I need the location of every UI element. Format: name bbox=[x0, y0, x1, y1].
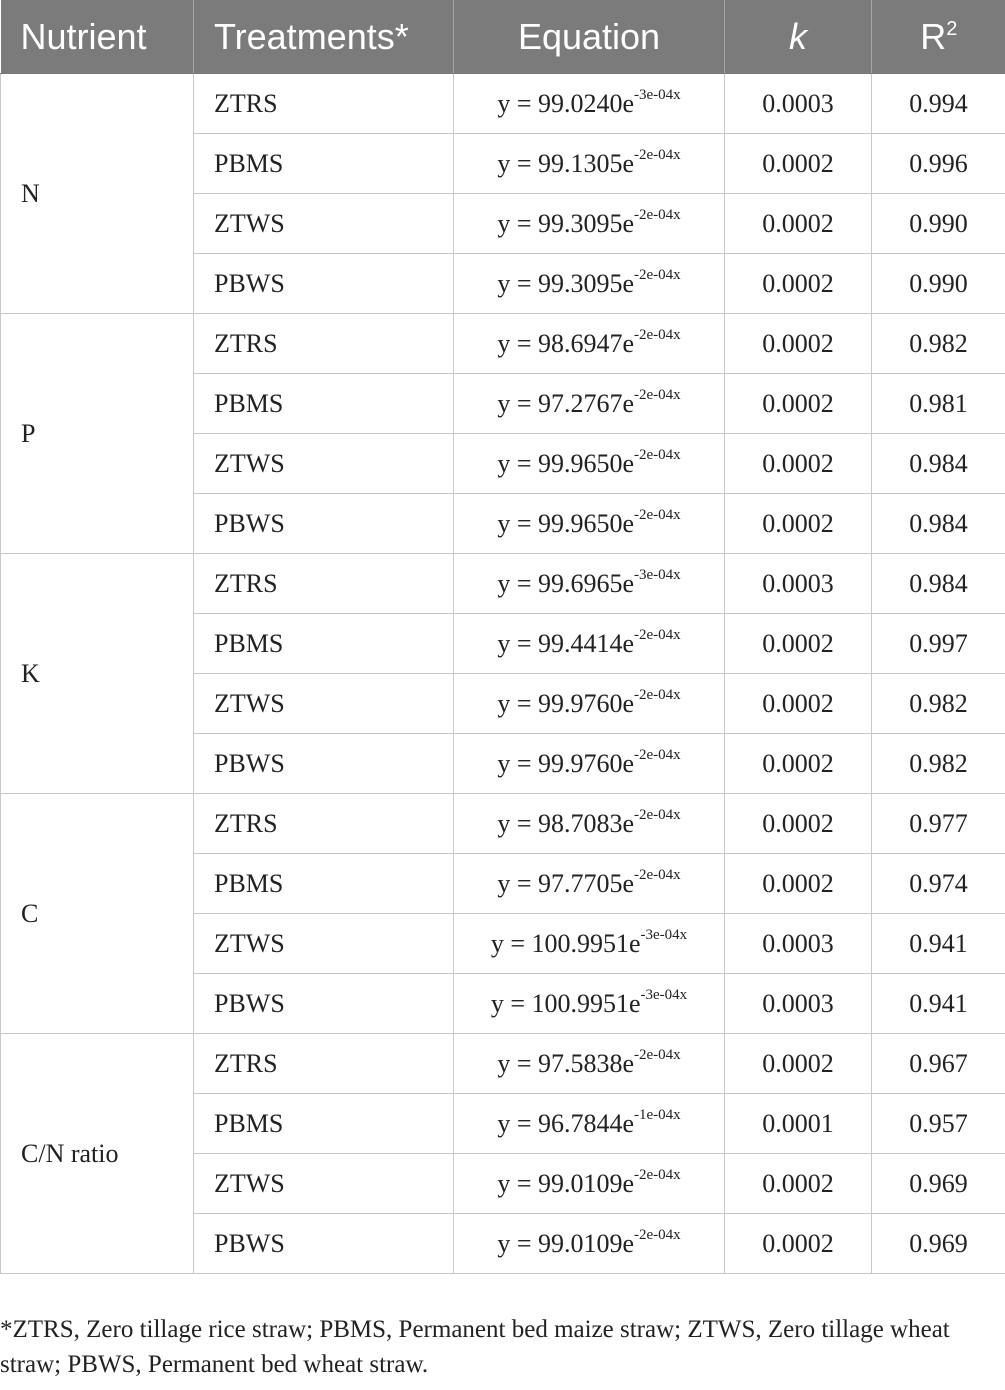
k-cell: 0.0002 bbox=[725, 794, 872, 854]
equation-exponent: -2e-04x bbox=[634, 206, 681, 223]
equation-base: y = 99.9650e bbox=[497, 448, 635, 478]
nutrient-cell: N bbox=[1, 74, 194, 314]
k-cell: 0.0002 bbox=[725, 734, 872, 794]
equation-base: y = 98.7083e bbox=[497, 808, 635, 838]
table-row bbox=[1, 314, 1005, 374]
equation-cell bbox=[454, 974, 725, 1034]
equation-exponent: -2e-04x bbox=[634, 446, 681, 463]
header-k: k bbox=[725, 0, 872, 74]
treatment-cell: ZTWS bbox=[194, 194, 454, 254]
nutrient-cell: K bbox=[1, 554, 194, 794]
r2-cell: 0.982 bbox=[872, 674, 1005, 734]
r2-cell: 0.969 bbox=[872, 1214, 1005, 1274]
equation-base: y = 99.3095e bbox=[497, 208, 635, 238]
equation-base: y = 99.9650e bbox=[497, 508, 635, 538]
r2-cell: 0.974 bbox=[872, 854, 1005, 914]
treatment-cell: PBMS bbox=[194, 374, 454, 434]
equation-exponent: -2e-04x bbox=[634, 866, 681, 883]
table-row bbox=[1, 794, 1005, 854]
k-cell: 0.0003 bbox=[725, 914, 872, 974]
equation-exponent: -2e-04x bbox=[634, 626, 681, 643]
equation-base: y = 98.6947e bbox=[497, 328, 635, 358]
equation-base: y = 99.0109e bbox=[497, 1228, 635, 1258]
k-cell: 0.0002 bbox=[725, 674, 872, 734]
r2-cell: 0.941 bbox=[872, 974, 1005, 1034]
equation-cell bbox=[454, 314, 725, 374]
equation-base: y = 99.3095e bbox=[497, 268, 635, 298]
treatment-cell: PBWS bbox=[194, 494, 454, 554]
equation-cell bbox=[454, 1034, 725, 1094]
equation-cell bbox=[454, 494, 725, 554]
equation-base: y = 99.6965e bbox=[497, 568, 635, 598]
r2-cell: 0.990 bbox=[872, 254, 1005, 314]
equation-exponent: -2e-04x bbox=[634, 326, 681, 343]
equation-cell bbox=[454, 1094, 725, 1154]
equation-cell bbox=[454, 74, 725, 134]
treatment-cell: PBWS bbox=[194, 974, 454, 1034]
r2-cell: 0.997 bbox=[872, 614, 1005, 674]
equation-exponent: -2e-04x bbox=[634, 746, 681, 763]
k-cell: 0.0002 bbox=[725, 1034, 872, 1094]
nutrient-cell: C/N ratio bbox=[1, 1034, 194, 1274]
k-cell: 0.0002 bbox=[725, 1214, 872, 1274]
r2-cell: 0.969 bbox=[872, 1154, 1005, 1214]
k-cell: 0.0002 bbox=[725, 194, 872, 254]
equation-base: y = 99.1305e bbox=[497, 148, 635, 178]
r2-cell: 0.994 bbox=[872, 74, 1005, 134]
treatment-cell: PBMS bbox=[194, 614, 454, 674]
equation-base: y = 96.7844e bbox=[497, 1108, 635, 1138]
equation-cell bbox=[454, 134, 725, 194]
treatment-cell: PBWS bbox=[194, 734, 454, 794]
equation-exponent: -2e-04x bbox=[634, 266, 681, 283]
r2-cell: 0.984 bbox=[872, 494, 1005, 554]
treatment-cell: ZTWS bbox=[194, 434, 454, 494]
equation-cell bbox=[454, 734, 725, 794]
treatment-cell: ZTRS bbox=[194, 314, 454, 374]
k-cell: 0.0002 bbox=[725, 854, 872, 914]
equation-cell bbox=[454, 254, 725, 314]
r2-cell: 0.967 bbox=[872, 1034, 1005, 1094]
equation-exponent: -2e-04x bbox=[634, 506, 681, 523]
k-cell: 0.0002 bbox=[725, 254, 872, 314]
r2-cell: 0.984 bbox=[872, 434, 1005, 494]
equation-cell bbox=[454, 1214, 725, 1274]
equation-exponent: -2e-04x bbox=[634, 806, 681, 823]
equation-cell bbox=[454, 674, 725, 734]
treatment-cell: ZTWS bbox=[194, 674, 454, 734]
k-cell: 0.0002 bbox=[725, 434, 872, 494]
k-cell: 0.0002 bbox=[725, 614, 872, 674]
equation-exponent: -2e-04x bbox=[634, 1166, 681, 1183]
equation-base: y = 97.2767e bbox=[497, 388, 635, 418]
equation-base: y = 100.9951e bbox=[490, 928, 641, 958]
equation-exponent: -2e-04x bbox=[634, 386, 681, 403]
k-cell: 0.0002 bbox=[725, 314, 872, 374]
equation-base: y = 100.9951e bbox=[490, 988, 641, 1018]
equation-cell bbox=[454, 434, 725, 494]
equation-base: y = 99.9760e bbox=[497, 748, 635, 778]
table-footnote: *ZTRS, Zero tillage rice straw; PBMS, Permanent bed maize straw; ZTWS, Zero tillage wheat straw; PBWS, Permanent bed wheat straw. bbox=[0, 1316, 950, 1378]
r2-cell: 0.984 bbox=[872, 554, 1005, 614]
header-r2-base: R bbox=[920, 15, 947, 57]
k-cell: 0.0002 bbox=[725, 134, 872, 194]
r2-cell: 0.941 bbox=[872, 914, 1005, 974]
header-treatments: Treatments* bbox=[194, 0, 454, 74]
equation-exponent: -2e-04x bbox=[634, 146, 681, 163]
treatment-cell: PBWS bbox=[194, 1214, 454, 1274]
equation-cell bbox=[454, 194, 725, 254]
table-row bbox=[1, 74, 1005, 134]
treatment-cell: PBWS bbox=[194, 254, 454, 314]
r2-cell: 0.981 bbox=[872, 374, 1005, 434]
k-cell: 0.0002 bbox=[725, 494, 872, 554]
r2-cell: 0.990 bbox=[872, 194, 1005, 254]
equation-exponent: -1e-04x bbox=[634, 1106, 681, 1123]
header-r2-superscript: 2 bbox=[946, 17, 958, 40]
equation-exponent: -3e-04x bbox=[634, 86, 681, 103]
k-cell: 0.0002 bbox=[725, 374, 872, 434]
equation-base: y = 97.5838e bbox=[497, 1048, 635, 1078]
treatment-cell: PBMS bbox=[194, 854, 454, 914]
k-cell: 0.0002 bbox=[725, 1154, 872, 1214]
equation-base: y = 99.4414e bbox=[497, 628, 635, 658]
k-cell: 0.0003 bbox=[725, 74, 872, 134]
equation-base: y = 99.9760e bbox=[497, 688, 635, 718]
header-nutrient: Nutrient bbox=[1, 0, 194, 74]
table-body bbox=[1, 74, 1005, 1274]
treatment-cell: ZTRS bbox=[194, 794, 454, 854]
treatment-cell: ZTRS bbox=[194, 554, 454, 614]
r2-cell: 0.996 bbox=[872, 134, 1005, 194]
treatment-cell: PBMS bbox=[194, 1094, 454, 1154]
treatment-cell: ZTRS bbox=[194, 1034, 454, 1094]
equation-cell bbox=[454, 914, 725, 974]
header-row bbox=[1, 0, 1005, 74]
equation-cell bbox=[454, 614, 725, 674]
r2-cell: 0.982 bbox=[872, 734, 1005, 794]
table-row bbox=[1, 554, 1005, 614]
equation-base: y = 99.0240e bbox=[497, 88, 635, 118]
nutrient-cell: P bbox=[1, 314, 194, 554]
equation-exponent: -3e-04x bbox=[634, 566, 681, 583]
k-cell: 0.0003 bbox=[725, 974, 872, 1034]
treatment-cell: PBMS bbox=[194, 134, 454, 194]
equation-base: y = 99.0109e bbox=[497, 1168, 635, 1198]
equation-exponent: -2e-04x bbox=[634, 1226, 681, 1243]
equation-cell bbox=[454, 1154, 725, 1214]
r2-cell: 0.977 bbox=[872, 794, 1005, 854]
nutrient-cell: C bbox=[1, 794, 194, 1034]
equation-base: y = 97.7705e bbox=[497, 868, 635, 898]
k-cell: 0.0001 bbox=[725, 1094, 872, 1154]
equation-exponent: -2e-04x bbox=[634, 1046, 681, 1063]
header-equation: Equation bbox=[454, 0, 725, 74]
equation-cell bbox=[454, 794, 725, 854]
r2-cell: 0.957 bbox=[872, 1094, 1005, 1154]
equation-cell bbox=[454, 854, 725, 914]
equation-exponent: -3e-04x bbox=[640, 986, 688, 1003]
treatment-cell: ZTWS bbox=[194, 1154, 454, 1214]
equation-exponent: -2e-04x bbox=[634, 686, 681, 703]
k-cell: 0.0003 bbox=[725, 554, 872, 614]
treatment-cell: ZTRS bbox=[194, 74, 454, 134]
treatment-cell: ZTWS bbox=[194, 914, 454, 974]
r2-cell: 0.982 bbox=[872, 314, 1005, 374]
table-row bbox=[1, 1034, 1005, 1094]
equation-exponent: -3e-04x bbox=[640, 926, 688, 943]
equation-cell bbox=[454, 374, 725, 434]
equation-cell bbox=[454, 554, 725, 614]
header-r2 bbox=[872, 0, 1005, 74]
